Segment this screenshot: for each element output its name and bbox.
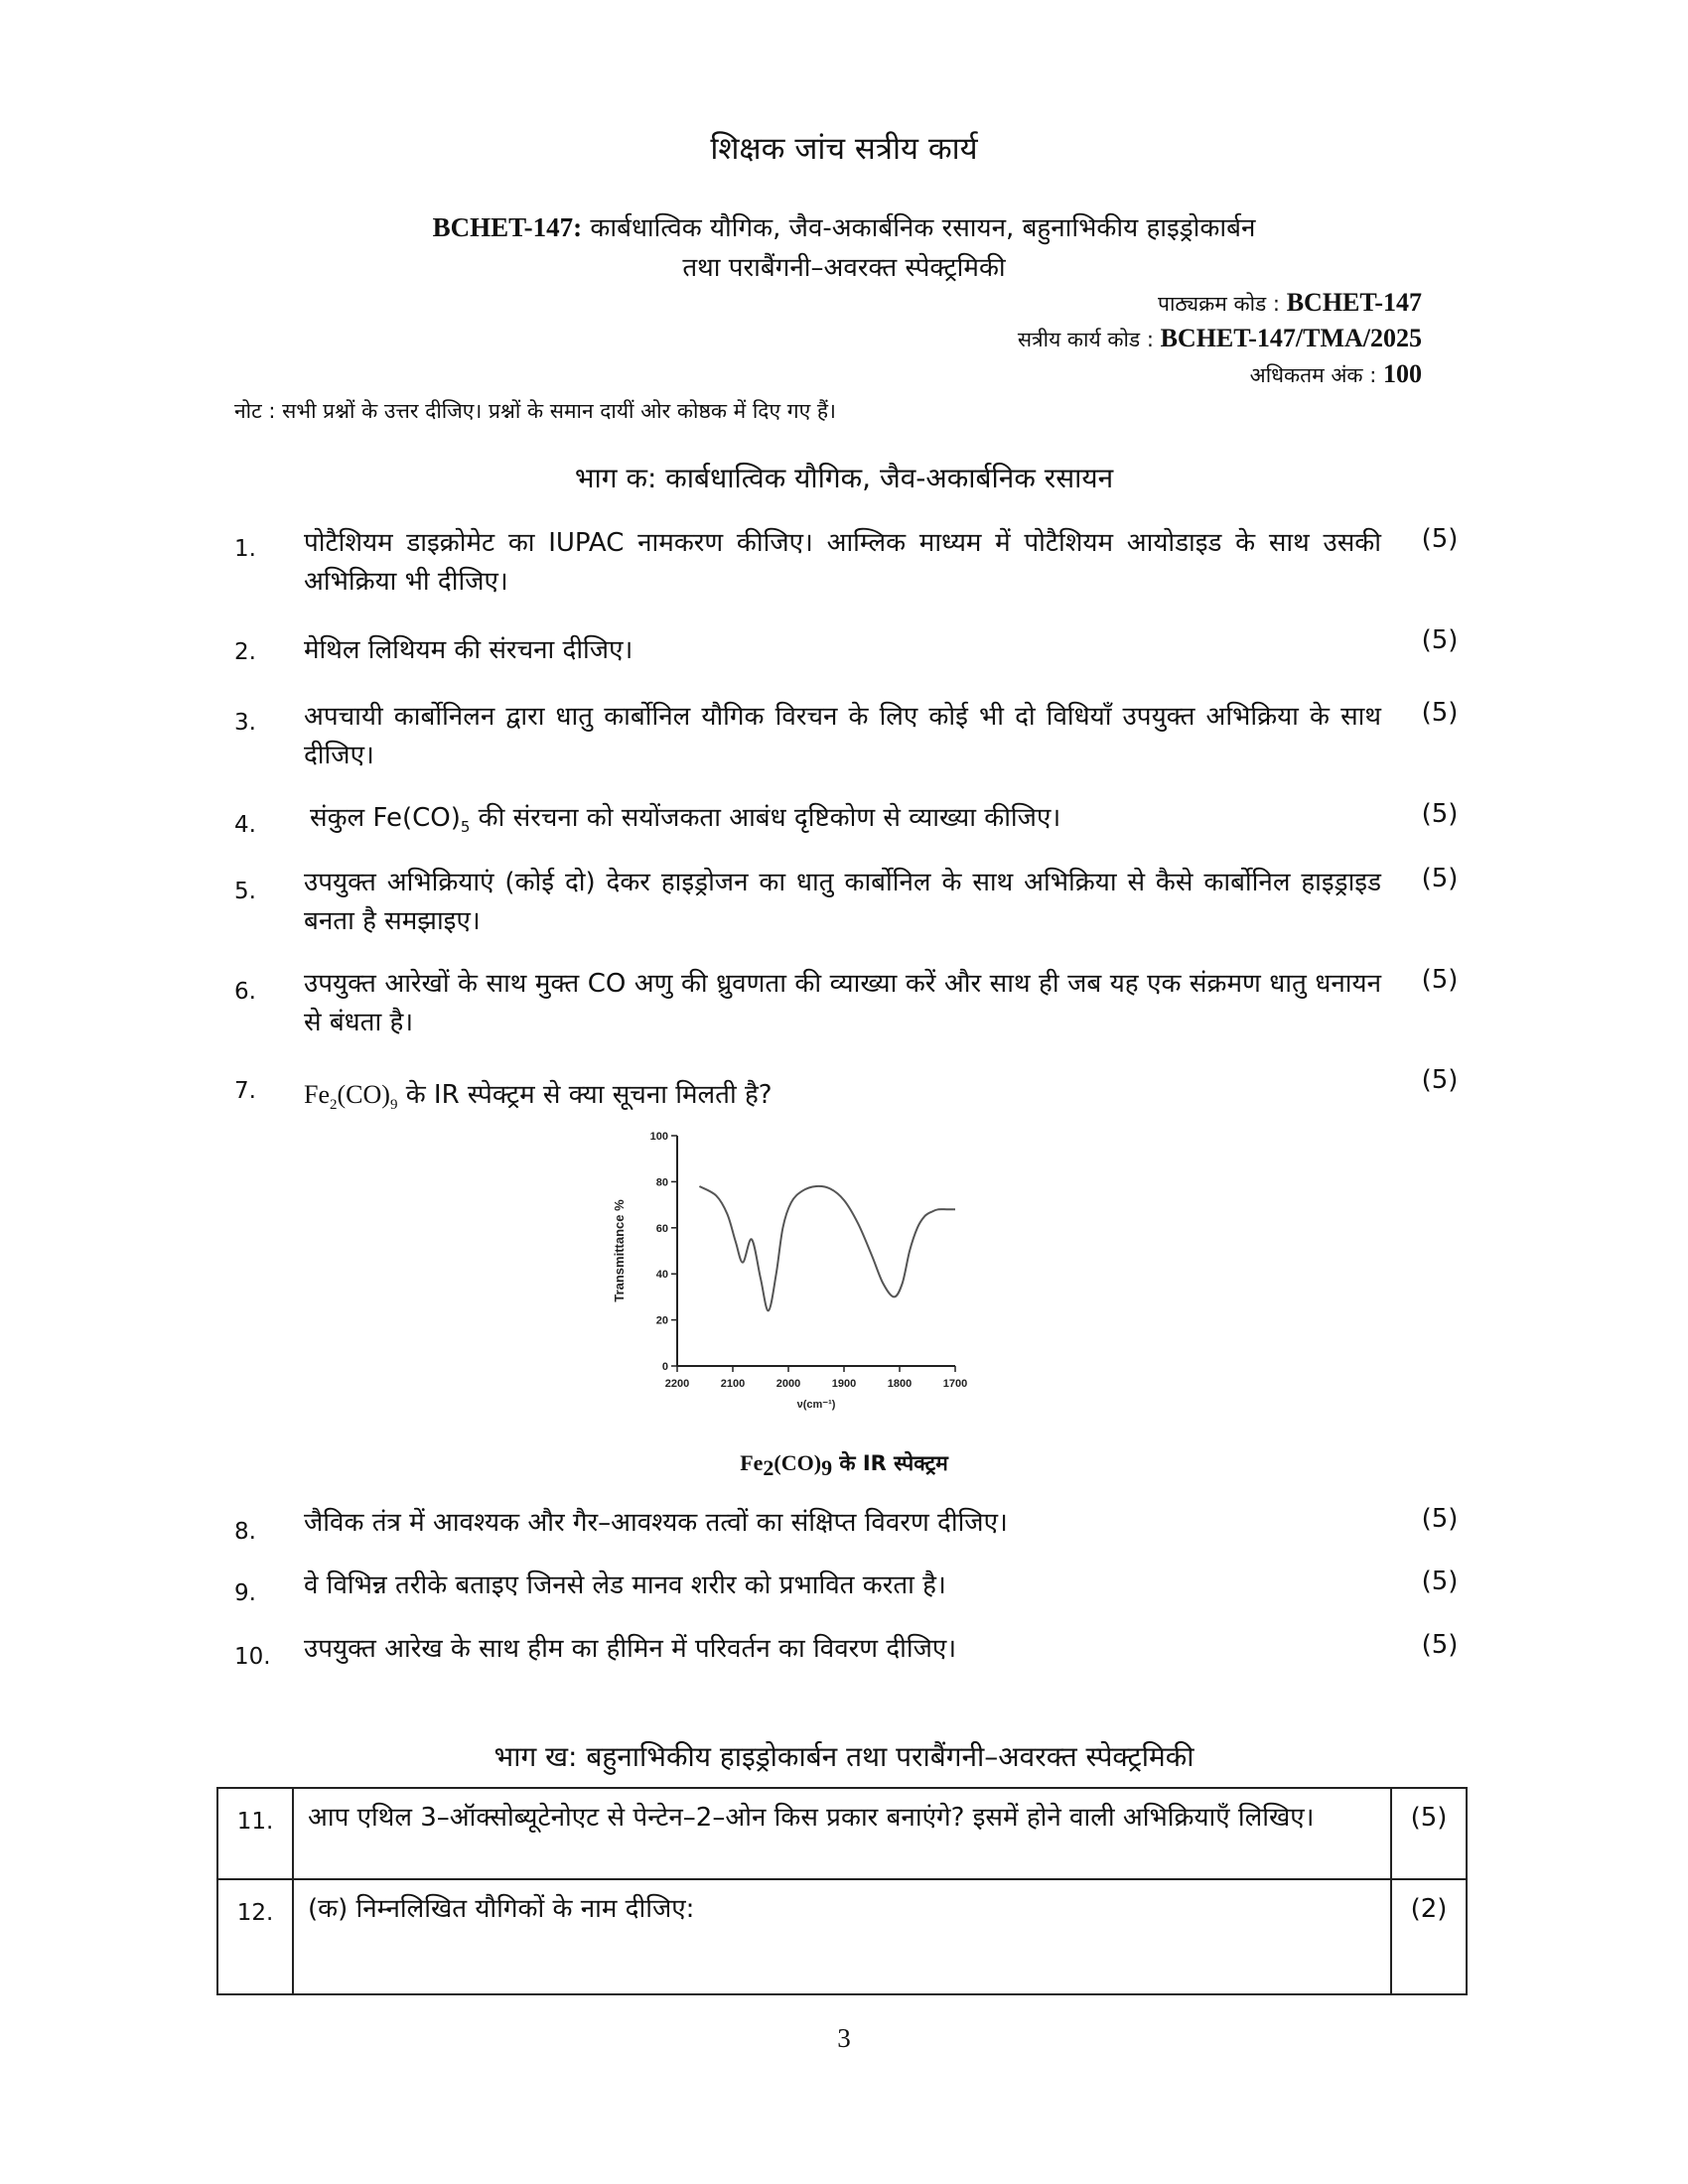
question-marks: (5): [1421, 1504, 1459, 1534]
max-marks-row: [1250, 359, 1422, 389]
assignment-code-value: BCHET-147/TMA/2025: [1160, 324, 1422, 352]
y-tick-label: 40: [655, 1269, 668, 1282]
figure-caption: [0, 1449, 1688, 1481]
course-code-label: पाठ्यक्रम कोड :: [1158, 292, 1281, 316]
question-text: मेथिल लिथियम की संरचना दीजिए।: [304, 635, 633, 665]
y-tick-label: 100: [649, 1131, 668, 1143]
max-marks-label: अधिकतम अंक :: [1249, 363, 1377, 387]
question-marks: (5): [1391, 1788, 1467, 1879]
question-marks: (5): [1421, 1630, 1459, 1660]
question-text: [304, 1075, 1381, 1125]
question-number: 3.: [234, 710, 256, 736]
question-text: उपयुक्त आरेख के साथ हीम का हीमिन में परिवर्तन का विवरण दीजिए।: [304, 1634, 957, 1664]
question-text-part: संकुल Fe(CO): [310, 803, 461, 833]
table-row: [217, 1788, 1467, 1879]
question-text: पोटैशियम डाइक्रोमेट का IUPAC नामकरण कीजिए। आम्लिक माध्यम में पोटैशियम आयोडाइड के साथ उसकी अभिक्रिया भी दीजिए।: [304, 528, 1381, 597]
course-title-line-2: तथा पराबैंगनी–अवरक्त स्पेक्ट्रमिकी: [682, 253, 1006, 283]
question-number: 9.: [234, 1580, 256, 1606]
x-tick-label: 2200: [664, 1378, 690, 1390]
x-tick-label: 2100: [720, 1378, 746, 1390]
y-tick-label: 80: [655, 1176, 668, 1189]
caption-subscript: 2: [763, 1455, 774, 1481]
y-tick-label: 20: [655, 1314, 668, 1327]
section-b-table: [216, 1787, 1468, 1995]
course-code-value: BCHET-147: [1286, 288, 1422, 317]
question-number: 10.: [234, 1644, 271, 1670]
question-marks: (5): [1421, 1567, 1459, 1596]
question-number: 8.: [234, 1519, 256, 1545]
x-tick-label: 1900: [831, 1378, 857, 1390]
question-marks: (2): [1391, 1879, 1467, 1994]
question-marks: (5): [1421, 698, 1459, 728]
x-tick-label: 1700: [942, 1378, 968, 1390]
x-axis-label: ν(cm⁻¹): [796, 1399, 836, 1411]
question-number: 5.: [234, 879, 256, 904]
caption-subscript: 9: [821, 1455, 833, 1481]
y-axis-label: Transmittance %: [612, 1199, 627, 1302]
question-number: 1.: [234, 536, 256, 562]
question-text: उपयुक्त अभिक्रियाएं (कोई दो) देकर हाइड्रोजन का धातु कार्बोनिल के साथ अभिक्रिया से कैसे कार्बोनिल हाइड्राइड बनता है समझाइए।: [304, 868, 1381, 936]
y-tick-label: 0: [661, 1361, 668, 1373]
page-number: 3: [837, 2023, 851, 2053]
x-tick-label: 2000: [775, 1378, 801, 1390]
question-number: 11.: [217, 1788, 293, 1879]
assignment-code-label: सत्रीय कार्य कोड :: [1017, 328, 1154, 351]
y-tick-label: 60: [655, 1222, 668, 1235]
subscript: 5: [460, 818, 471, 837]
course-code-prefix: BCHET-147:: [432, 212, 583, 242]
course-title-line-1: [0, 208, 1688, 244]
assignment-code-row: [1018, 324, 1422, 353]
question-number: 2.: [234, 639, 256, 665]
question-text: जैविक तंत्र में आवश्यक और गैर–आवश्यक तत्वों का संक्षिप्त विवरण दीजिए।: [304, 1508, 1008, 1538]
caption-formula-co: (CO): [774, 1450, 822, 1475]
caption-text: के IR स्पेक्ट्रम: [832, 1451, 948, 1475]
question-number: 7.: [234, 1078, 256, 1104]
subscript: 9: [389, 1097, 398, 1114]
question-text-part: के IR स्पेक्ट्रम से क्या सूचना मिलती है?: [397, 1080, 773, 1110]
formula-fe: Fe: [304, 1080, 330, 1109]
question-marks: (5): [1421, 625, 1459, 655]
document-title: शिक्षक जांच सत्रीय कार्य: [710, 131, 978, 167]
course-title-text: कार्बधात्विक यौगिक, जैव-अकार्बनिक रसायन, बहुनाभिकीय हाइड्रोकार्बन: [590, 213, 1256, 243]
question-number: 6.: [234, 979, 256, 1005]
question-marks: (5): [1421, 864, 1459, 893]
question-text: आप एथिल 3–ऑक्सोब्यूटेनोएट से पेन्टेन–2–ओन किस प्रकार बनाएंगे? इसमें होने वाली अभिक्रियाएँ लिखिए।: [293, 1788, 1391, 1879]
formula-co: (CO): [337, 1080, 390, 1109]
question-text: वे विभिन्न तरीके बताइए जिनसे लेड मानव शरीर को प्रभावित करता है।: [304, 1570, 946, 1600]
question-text: [310, 799, 1387, 847]
question-marks: (5): [1421, 799, 1459, 829]
subscript: 2: [330, 1097, 338, 1114]
table-row: [217, 1879, 1467, 1994]
section-b-heading: भाग ख: बहुनाभिकीय हाइड्रोकार्बन तथा पराबैंगनी–अवरक्त स्पेक्ट्रमिकी: [493, 1740, 1195, 1773]
question-number: 4.: [234, 812, 256, 838]
question-number: 12.: [217, 1879, 293, 1994]
question-text: उपयुक्त आरेखों के साथ मुक्त CO अणु की ध्रुवणता की व्याख्या करें और साथ ही जब यह एक संक्रमण धातु धनायन से बंधता है।: [304, 969, 1381, 1037]
caption-formula-fe: Fe: [740, 1450, 764, 1475]
max-marks-value: 100: [1383, 359, 1422, 388]
question-marks: (5): [1421, 965, 1459, 995]
course-code-row: [1158, 288, 1422, 318]
question-text: (क) निम्नलिखित यौगिकों के नाम दीजिए:: [293, 1879, 1391, 1994]
spectrum-line: [699, 1186, 955, 1310]
question-marks: (5): [1421, 524, 1459, 554]
x-tick-label: 1800: [887, 1378, 913, 1390]
question-text: अपचायी कार्बोनिलन द्वारा धातु कार्बोनिल यौगिक विरचन के लिए कोई भी दो विधियाँ उपयुक्त अभिक्रिया के साथ दीजिए।: [304, 702, 1381, 770]
section-a-heading: भाग क: कार्बधात्विक यौगिक, जैव-अकार्बनिक रसायन: [574, 462, 1114, 494]
question-text-part: की संरचना को सयोंजकता आबंध दृष्टिकोण से व्याख्या कीजिए।: [470, 803, 1061, 833]
ir-spectrum-chart: [596, 1132, 993, 1430]
instruction-note: नोट : सभी प्रश्नों के उत्तर दीजिए। प्रश्नों के समान दायीं ओर कोष्ठक में दिए गए हैं।: [234, 399, 836, 423]
question-marks: (5): [1421, 1065, 1459, 1095]
